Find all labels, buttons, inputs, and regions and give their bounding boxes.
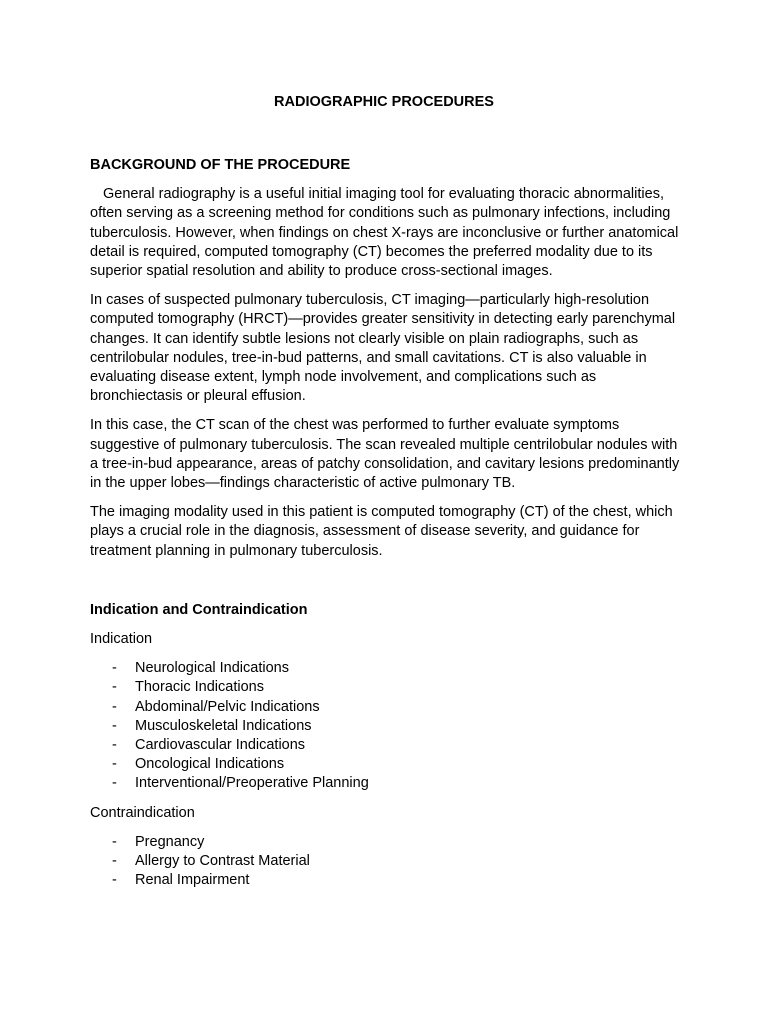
dash-bullet: - xyxy=(112,872,117,889)
indication-item-text: Interventional/Preoperative Planning xyxy=(135,775,369,792)
list-item xyxy=(90,833,680,852)
section-spacer xyxy=(90,571,680,601)
list-item xyxy=(90,659,680,678)
indication-item-text: Musculoskeletal Indications xyxy=(135,717,312,734)
contraindication-item-text: Allergy to Contrast Material xyxy=(135,853,310,870)
background-paragraph-3: In this case, the CT scan of the chest was performed to further evaluate symptoms suggestive of pulmonary tuberculosis. The scan revealed multiple centrilobular nodules with a tree-in-bud appearance, areas of patchy consolidation, and cavitary lesions predominantly in the upper lobes—findings characteristic of active pulmonary TB. xyxy=(90,417,680,492)
dash-bullet: - xyxy=(112,833,117,850)
list-item xyxy=(90,736,680,755)
indication-item-text: Oncological Indications xyxy=(135,756,285,773)
list-item xyxy=(90,755,680,774)
contraindication-item-text: Pregnancy xyxy=(135,833,205,850)
list-item xyxy=(90,717,680,736)
indication-item-text: Thoracic Indications xyxy=(135,679,264,696)
dash-bullet: - xyxy=(112,853,117,870)
contraindication-item-text: Renal Impairment xyxy=(135,872,250,889)
dash-bullet: - xyxy=(112,737,117,754)
indication-label: Indication xyxy=(90,631,153,648)
page-title: RADIOGRAPHIC PROCEDURES xyxy=(274,94,494,110)
list-item xyxy=(90,698,680,717)
dash-bullet: - xyxy=(112,756,117,773)
dash-bullet: - xyxy=(112,775,117,792)
indication-item-text: Abdominal/Pelvic Indications xyxy=(135,698,320,715)
list-item xyxy=(90,774,680,793)
document-body xyxy=(90,156,680,901)
indication-list xyxy=(90,659,680,793)
contraindication-list xyxy=(90,833,680,891)
indication-contraindication-heading: Indication and Contraindication xyxy=(90,601,308,618)
contraindication-label: Contraindication xyxy=(90,804,195,821)
list-item xyxy=(90,678,680,697)
list-item xyxy=(90,852,680,871)
background-heading: BACKGROUND OF THE PROCEDURE xyxy=(90,157,351,173)
list-item xyxy=(90,871,680,890)
background-paragraph-2: In cases of suspected pulmonary tuberculosis, CT imaging—particularly high-resolution computed tomography (HRCT)—provides greater sensitivity in detecting early parenchymal changes. It can identify subtle lesions not clearly visible on plain radiographs, such as centrilobular nodules, tree-in-bud patterns, and small cavitations. CT is also valuable in evaluating disease extent, lymph node involvement, and complications such as bronchiectasis or pleural effusion. xyxy=(90,292,676,405)
background-paragraph-4: The imaging modality used in this patient is computed tomography (CT) of the chest, which plays a crucial role in the diagnosis, assessment of disease severity, and guidance for treatment planning in pulmonary tuberculosis. xyxy=(90,504,673,559)
dash-bullet: - xyxy=(112,717,117,734)
dash-bullet: - xyxy=(112,679,117,696)
indication-item-text: Cardiovascular Indications xyxy=(135,737,306,754)
dash-bullet: - xyxy=(112,698,117,715)
background-paragraph-1: General radiography is a useful initial imaging tool for evaluating thoracic abnormalities, often serving as a screening method for conditions such as pulmonary infections, including tuberculosis. However, when findings on chest X-rays are inconclusive or further anatomical detail is required, computed tomography (CT) becomes the preferred modality due to its superior spatial resolution and ability to produce cross-sectional images. xyxy=(90,186,679,280)
indication-item-text: Neurological Indications xyxy=(135,660,289,677)
dash-bullet: - xyxy=(112,660,117,677)
